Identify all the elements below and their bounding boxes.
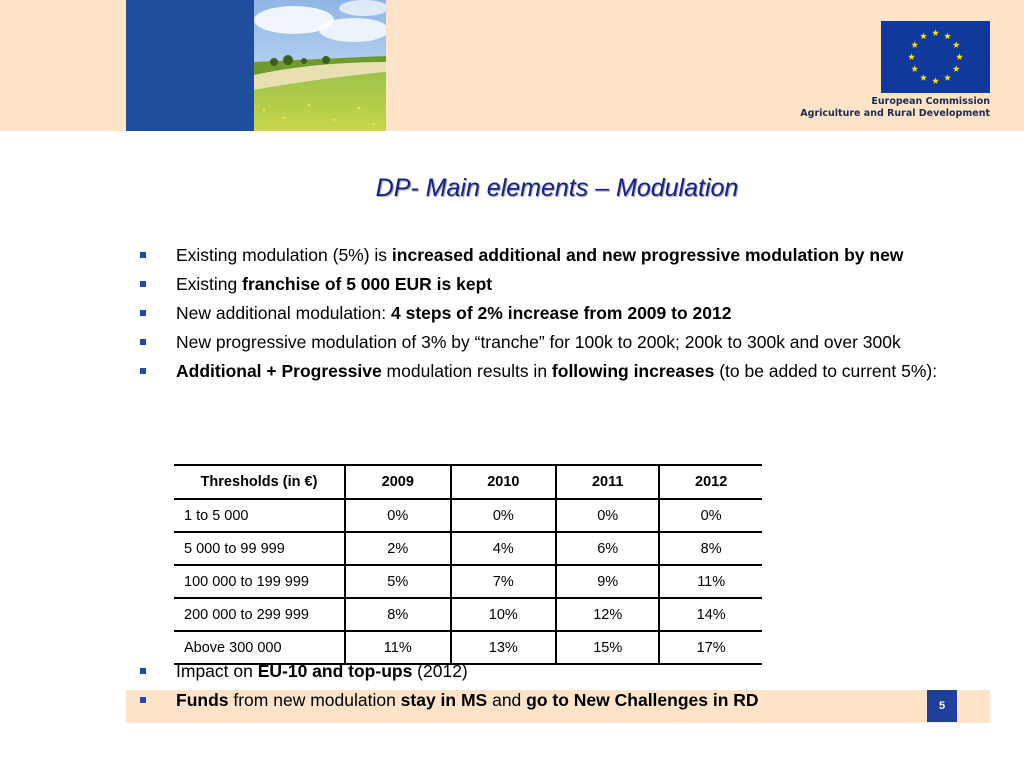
bullet-list-after-table	[138, 659, 978, 717]
rate-cell: 11%	[345, 631, 451, 664]
rate-cell: 0%	[659, 499, 762, 532]
rate-cell: 6%	[556, 532, 659, 565]
bullet-text-bold: stay in MS	[400, 690, 488, 710]
threshold-cell: Above 300 000	[174, 631, 345, 664]
bullet-text-bold: Funds	[176, 690, 229, 710]
rate-cell: 8%	[659, 532, 762, 565]
org-name-line2: Agriculture and Rural Development	[800, 108, 990, 119]
page-number: 5	[927, 690, 957, 722]
eu-star-icon	[920, 33, 927, 40]
bullet-item	[138, 659, 978, 683]
bullet-text: modulation results in	[381, 361, 552, 381]
square-bullet-icon	[140, 697, 146, 703]
bullet-text-bold: EU-10 and top-ups	[257, 661, 413, 681]
bullet-text: and	[487, 690, 527, 710]
bullet-item	[138, 688, 978, 712]
bullet-item	[138, 359, 978, 383]
rate-cell: 14%	[659, 598, 762, 631]
table-header-row	[174, 465, 762, 499]
bullet-text: Existing	[176, 274, 243, 294]
bullet-text-bold: go to New Challenges in RD	[526, 690, 759, 710]
table-header-cell: 2009	[345, 465, 451, 499]
table-body	[174, 499, 762, 664]
bullet-text-bold: 4 steps of 2% increase from 2009 to 2012	[391, 303, 732, 323]
square-bullet-icon	[140, 281, 146, 287]
modulation-table	[174, 464, 762, 665]
eu-star-icon	[944, 33, 951, 40]
landscape-image	[254, 0, 386, 131]
bullet-text: New progressive modulation of 3% by “tranche” for 100k to 200k; 200k to 300k and over 300k	[176, 332, 901, 352]
rate-cell: 12%	[556, 598, 659, 631]
eu-star-icon	[953, 65, 960, 72]
eu-star-icon	[932, 29, 939, 36]
bullet-item	[138, 330, 978, 354]
threshold-cell: 5 000 to 99 999	[174, 532, 345, 565]
bullet-text: Impact on	[176, 661, 258, 681]
eu-star-icon	[953, 41, 960, 48]
table-row	[174, 532, 762, 565]
rate-cell: 7%	[451, 565, 557, 598]
table-header-cell: 2012	[659, 465, 762, 499]
bullet-item	[138, 243, 978, 267]
table-row	[174, 565, 762, 598]
table-header-cell: 2011	[556, 465, 659, 499]
bullet-text-bold: increased additional and new progressive modulation by new	[391, 245, 904, 265]
eu-star-icon	[911, 65, 918, 72]
square-bullet-icon	[140, 368, 146, 374]
rate-cell: 15%	[556, 631, 659, 664]
org-name-line1: European Commission	[871, 96, 990, 107]
bullet-text: (to be added to current 5%):	[714, 361, 938, 381]
eu-star-icon	[908, 53, 915, 60]
rate-cell: 0%	[451, 499, 557, 532]
rate-cell: 4%	[451, 532, 557, 565]
header-blue-block	[126, 0, 254, 131]
bullet-text: (2012)	[412, 661, 468, 681]
eu-star-icon	[920, 74, 927, 81]
bullet-item	[138, 301, 978, 325]
eu-star-icon	[944, 74, 951, 81]
bullet-list	[138, 243, 978, 388]
eu-star-icon	[932, 77, 939, 84]
rate-cell: 0%	[556, 499, 659, 532]
eu-star-icon	[911, 41, 918, 48]
bullet-text: from new modulation	[228, 690, 401, 710]
threshold-cell: 1 to 5 000	[174, 499, 345, 532]
rate-cell: 13%	[451, 631, 557, 664]
table-row	[174, 499, 762, 532]
square-bullet-icon	[140, 310, 146, 316]
square-bullet-icon	[140, 668, 146, 674]
rate-cell: 17%	[659, 631, 762, 664]
eu-flag-logo	[881, 21, 990, 93]
modulation-table-container	[174, 464, 762, 665]
table-header-cell: Thresholds (in €)	[174, 465, 345, 499]
square-bullet-icon	[140, 339, 146, 345]
rate-cell: 11%	[659, 565, 762, 598]
bullet-text: Existing modulation (5%) is	[176, 245, 392, 265]
bullet-text-bold: franchise of 5 000 EUR is kept	[242, 274, 493, 294]
rate-cell: 2%	[345, 532, 451, 565]
table-row	[174, 598, 762, 631]
slide-title: DP- Main elements – Modulation	[375, 174, 739, 202]
bullet-text-bold: Additional + Progressive	[176, 361, 382, 381]
bullet-text-bold: following increases	[551, 361, 715, 381]
bullet-text: New additional modulation:	[176, 303, 391, 323]
rate-cell: 0%	[345, 499, 451, 532]
table-header-cell: 2010	[451, 465, 557, 499]
threshold-cell: 200 000 to 299 999	[174, 598, 345, 631]
rate-cell: 9%	[556, 565, 659, 598]
eu-star-icon	[956, 53, 963, 60]
bullet-item	[138, 272, 978, 296]
rate-cell: 10%	[451, 598, 557, 631]
threshold-cell: 100 000 to 199 999	[174, 565, 345, 598]
rate-cell: 8%	[345, 598, 451, 631]
square-bullet-icon	[140, 252, 146, 258]
rate-cell: 5%	[345, 565, 451, 598]
